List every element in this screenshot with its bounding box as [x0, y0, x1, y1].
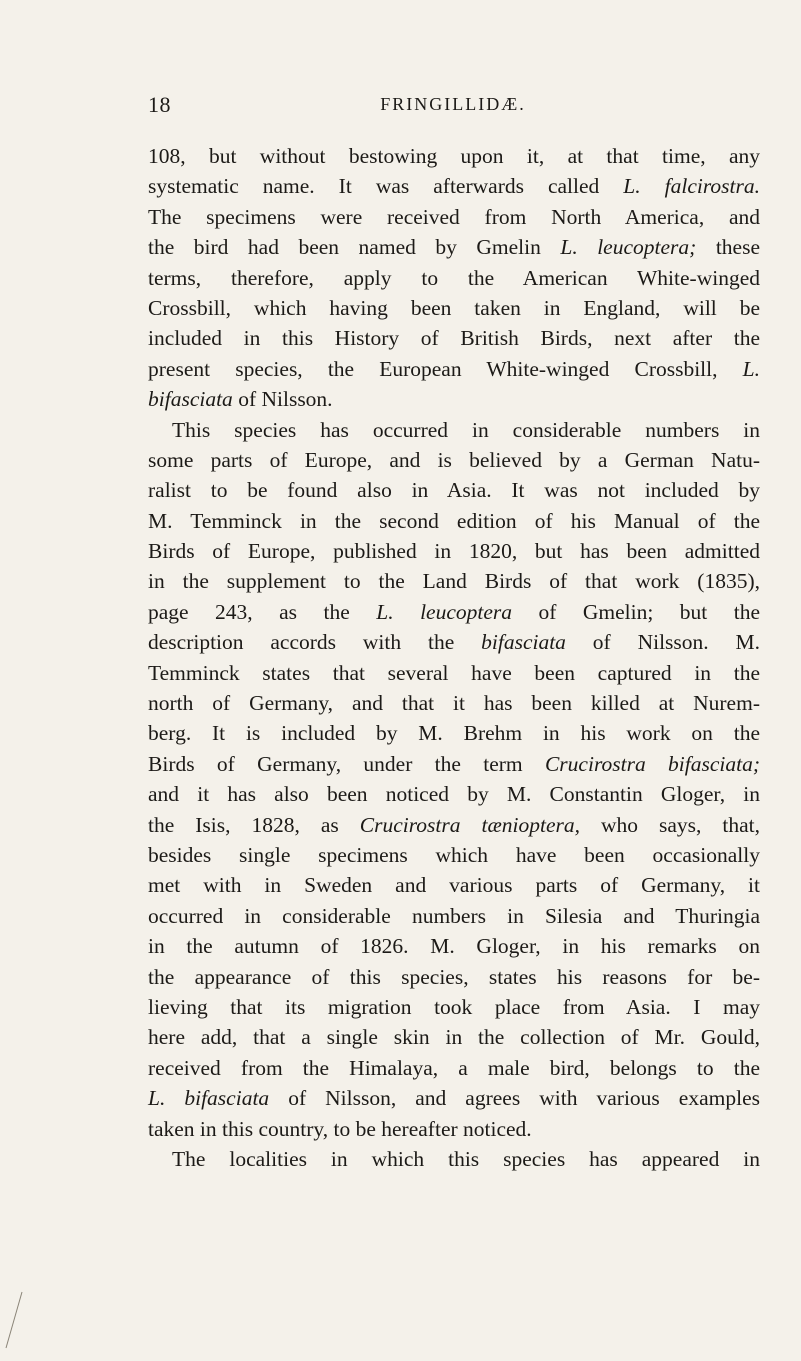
italic-text-run: L.	[742, 356, 760, 381]
paragraph	[148, 141, 760, 415]
text-run: occurred in considerable numbers in Silesia and Thuringia	[148, 903, 760, 928]
text-run: the appearance of this species, states his reasons for be-	[148, 964, 760, 989]
text-line	[148, 171, 760, 201]
text-line	[148, 384, 760, 414]
text-line	[148, 688, 760, 718]
text-line	[148, 1083, 760, 1113]
text-run: terms, therefore, apply to the American White-winged	[148, 265, 760, 290]
text-line	[148, 992, 760, 1022]
text-line	[148, 810, 760, 840]
text-run: and it has also been noticed by M. Constantin Gloger, in	[148, 782, 760, 807]
text-line	[148, 627, 760, 657]
text-run: systematic name. It was afterwards called	[148, 174, 624, 199]
text-line	[148, 870, 760, 900]
text-line	[148, 141, 760, 171]
text-line	[148, 718, 760, 748]
text-run: berg. It is included by M. Brehm in his work on the	[148, 721, 760, 746]
text-line	[148, 931, 760, 961]
paragraph	[148, 1144, 760, 1174]
text-run: taken in this country, to be hereafter noticed.	[148, 1116, 532, 1141]
text-line	[148, 749, 760, 779]
text-run: north of Germany, and that it has been killed at Nurem-	[148, 691, 760, 716]
text-run: lieving that its migration took place from Asia. I may	[148, 994, 760, 1019]
text-run: Temminck states that several have been captured in the	[148, 660, 760, 685]
text-run: in the supplement to the Land Birds of that work (1835),	[148, 569, 760, 594]
text-run: description accords with the	[148, 630, 482, 655]
text-line	[148, 658, 760, 688]
text-line	[148, 597, 760, 627]
italic-text-run: Crucirostra tæniopterа,	[359, 812, 581, 837]
text-run: Birds of Europe, published in 1820, but has been admitted	[148, 539, 760, 564]
text-run: who says, that,	[580, 812, 761, 837]
italic-text-run: Crucirostra bifasciata;	[544, 751, 760, 776]
page-number: 18	[148, 92, 171, 117]
text-line	[148, 263, 760, 293]
text-run: in the autumn of 1826. M. Gloger, in his remarks on	[148, 934, 760, 959]
paragraph	[148, 415, 760, 1144]
text-line	[148, 445, 760, 475]
page-header	[148, 92, 758, 122]
text-line	[148, 415, 760, 445]
text-run: Birds of Germany, under the term	[148, 751, 545, 776]
text-run: Crossbill, which having been taken in England, will be	[148, 295, 760, 320]
text-run: here add, that a single skin in the collection of Mr. Gould,	[148, 1025, 760, 1050]
text-run: ralist to be found also in Asia. It was not included by	[148, 478, 760, 503]
text-line	[148, 901, 760, 931]
text-run: page 243, as the	[148, 599, 377, 624]
text-line	[148, 566, 760, 596]
text-line	[148, 202, 760, 232]
text-line	[148, 354, 760, 384]
text-run: The specimens were received from North America, and	[148, 204, 760, 229]
text-line	[148, 323, 760, 353]
text-run: the bird had been named by Gmelin	[148, 235, 561, 260]
text-run: besides single specimens which have been occasionally	[148, 842, 760, 867]
text-run: the Isis, 1828, as	[148, 812, 360, 837]
text-run: included in this History of British Birds, next after the	[148, 326, 760, 351]
italic-text-run: L. bifasciata	[148, 1086, 270, 1111]
text-line	[148, 962, 760, 992]
text-run: of Nilsson.	[232, 387, 333, 412]
text-line	[148, 1144, 760, 1174]
italic-text-run: L. falcirostra.	[623, 174, 760, 199]
italic-text-run: L. leucoptera	[376, 599, 513, 624]
text-line	[148, 840, 760, 870]
text-run: of Nilsson, and agrees with various examples	[269, 1086, 760, 1111]
text-run: of Nilsson. M.	[565, 630, 760, 655]
text-line	[148, 506, 760, 536]
text-run: 108, but without bestowing upon it, at that time, any	[148, 144, 760, 168]
text-run: received from the Himalaya, a male bird, belongs to the	[148, 1055, 760, 1080]
text-line	[148, 779, 760, 809]
text-line	[148, 293, 760, 323]
body-text	[148, 141, 760, 1174]
text-run: met with in Sweden and various parts of Germany, it	[148, 873, 760, 898]
page-edge-mark	[2, 1290, 26, 1350]
text-line	[148, 1114, 760, 1144]
text-line	[148, 536, 760, 566]
text-line	[148, 1022, 760, 1052]
text-run: M. Temminck in the second edition of his Manual of the	[148, 508, 760, 533]
text-run: of Gmelin; but the	[512, 599, 760, 624]
text-line	[148, 232, 760, 262]
text-run: these	[696, 235, 761, 260]
italic-text-run: bifasciata	[481, 630, 566, 655]
text-line	[148, 1053, 760, 1083]
running-head: FRINGILLIDÆ.	[380, 94, 526, 114]
text-run: The localities in which this species has appeared in	[172, 1146, 760, 1171]
italic-text-run: L. leucoptera;	[560, 235, 697, 260]
text-line	[148, 475, 760, 505]
italic-text-run: bifasciata	[148, 387, 233, 412]
text-run: This species has occurred in considerable numbers in	[172, 417, 760, 442]
text-run: present species, the European White-winged Crossbill,	[148, 356, 743, 381]
text-run: some parts of Europe, and is believed by a German Natu-	[148, 447, 760, 472]
